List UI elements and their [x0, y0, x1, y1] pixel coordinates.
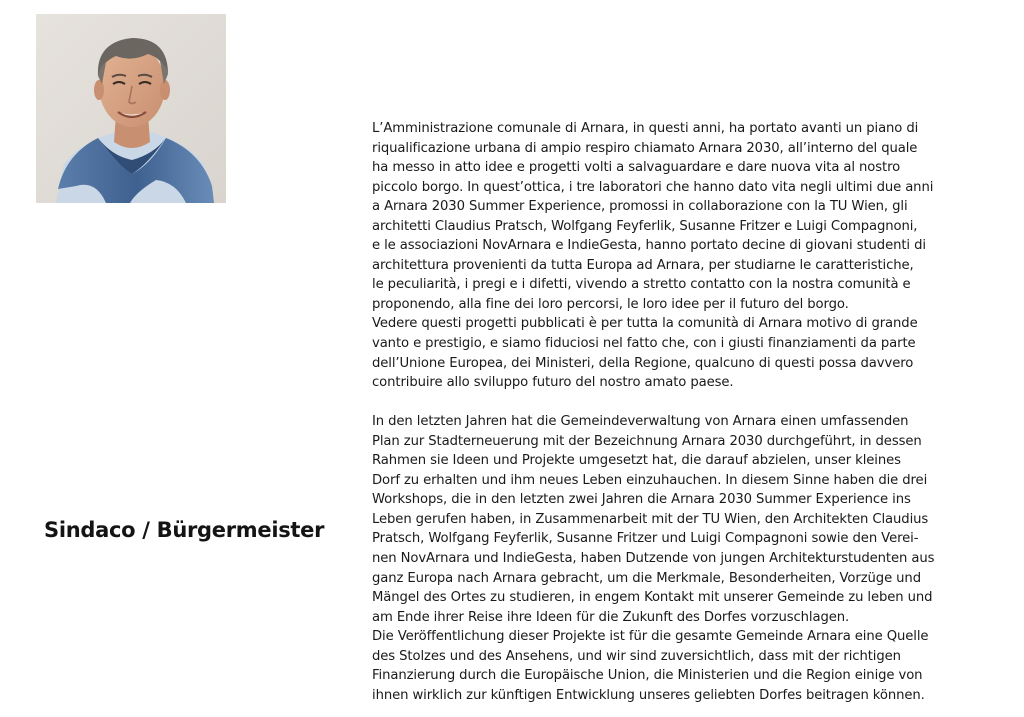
german-paragraph — [372, 412, 992, 705]
text-line: Plan zur Stadterneuerung mit der Bezeichnung Arnara 2030 durchgeführt, in dessen — [372, 433, 922, 449]
text-line: In den letzten Jahren hat die Gemeindeverwaltung von Arnara einen umfassenden — [372, 414, 909, 430]
text-line: ihnen wirklich zur künftigen Entwicklung unseres geliebten Dorfes beitragen können. — [372, 687, 925, 703]
text-line: contribuire allo sviluppo futuro del nostro amato paese. — [372, 375, 734, 391]
text-line: le peculiarità, i pregi e i difetti, vivendo a stretto contatto con la nostra comunità e — [372, 277, 911, 293]
text-line: architettura provenienti da tutta Europa ad Arnara, per studiarne le caratteristiche, — [372, 257, 914, 273]
text-line: ganz Europa nach Arnara gebracht, um die Merkmale, Besonderheiten, Vorzüge und — [372, 570, 921, 586]
text-line: ha messo in atto idee e progetti volti a salvaguardare e dare nuova vita al nostro — [372, 160, 901, 176]
text-line: nen NovArnara und IndieGesta, haben Dutzende von jungen Architekturstudenten aus — [372, 550, 935, 566]
italian-paragraph — [372, 119, 992, 393]
text-line: Vedere questi progetti pubblicati è per tutta la comunità di Arnara motivo di grande — [372, 316, 918, 332]
text-line: Pratsch, Wolfgang Feyferlik, Susanne Fritzer und Luigi Compagnoni sowie den Verei- — [372, 531, 919, 547]
text-line: a Arnara 2030 Summer Experience, promossi in collaborazione con la TU Wien, gli — [372, 199, 908, 215]
text-line: piccolo borgo. In quest’ottica, i tre laboratori che hanno dato vita negli ultimi due anni — [372, 179, 934, 195]
text-line: architetti Claudius Pratsch, Wolfgang Feyferlik, Susanne Fritzer e Luigi Compagnoni, — [372, 218, 918, 234]
text-line: Workshops, die in den letzten zwei Jahren die Arnara 2030 Summer Experience ins — [372, 492, 911, 508]
text-line: Mängel des Ortes zu studieren, in engem Kontakt mit unserer Gemeinde zu leben und — [372, 590, 933, 606]
role-title: Sindaco / Bürgermeister — [44, 518, 325, 542]
text-line: L’Amministrazione comunale di Arnara, in questi anni, ha portato avanti un piano di — [372, 121, 919, 136]
text-line: Leben gerufen haben, in Zusammenarbeit mit der TU Wien, den Architekten Claudius — [372, 511, 929, 527]
text-line: am Ende ihrer Reise ihre Ideen für die Zukunft des Dorfes vorzuschlagen. — [372, 609, 850, 625]
portrait-icon — [36, 14, 226, 203]
text-line: Rahmen sie Ideen und Projekte umgesetzt hat, die darauf abzielen, unser kleines — [372, 453, 901, 469]
text-line: riqualificazione urbana di ampio respiro chiamato Arnara 2030, all’interno del quale — [372, 140, 918, 156]
text-line: Finanzierung durch die Europäische Union, die Ministerien und die Region einige von — [372, 668, 923, 684]
text-line: Die Veröffentlichung dieser Projekte ist für die gesamte Gemeinde Arnara eine Quelle — [372, 629, 929, 645]
portrait-photo — [36, 14, 226, 203]
text-line: dell’Unione Europea, dei Ministeri, della Regione, qualcuno di questi possa davvero — [372, 355, 914, 371]
text-line: e le associazioni NovArnara e IndieGesta, hanno portato decine di giovani studenti di — [372, 238, 926, 254]
text-line: proponendo, alla fine dei loro percorsi, le loro idee per il futuro del borgo. — [372, 296, 849, 312]
text-line: vanto e prestigio, e siamo fiduciosi nel fatto che, con i giusti finanziamenti da parte — [372, 336, 916, 352]
text-line: des Stolzes und des Ansehens, und wir sind zuversichtlich, dass mit der richtigen — [372, 648, 901, 664]
text-column — [372, 119, 992, 705]
text-line: Dorf zu erhalten und ihm neues Leben einzuhauchen. In diesem Sinne haben die drei — [372, 472, 928, 488]
